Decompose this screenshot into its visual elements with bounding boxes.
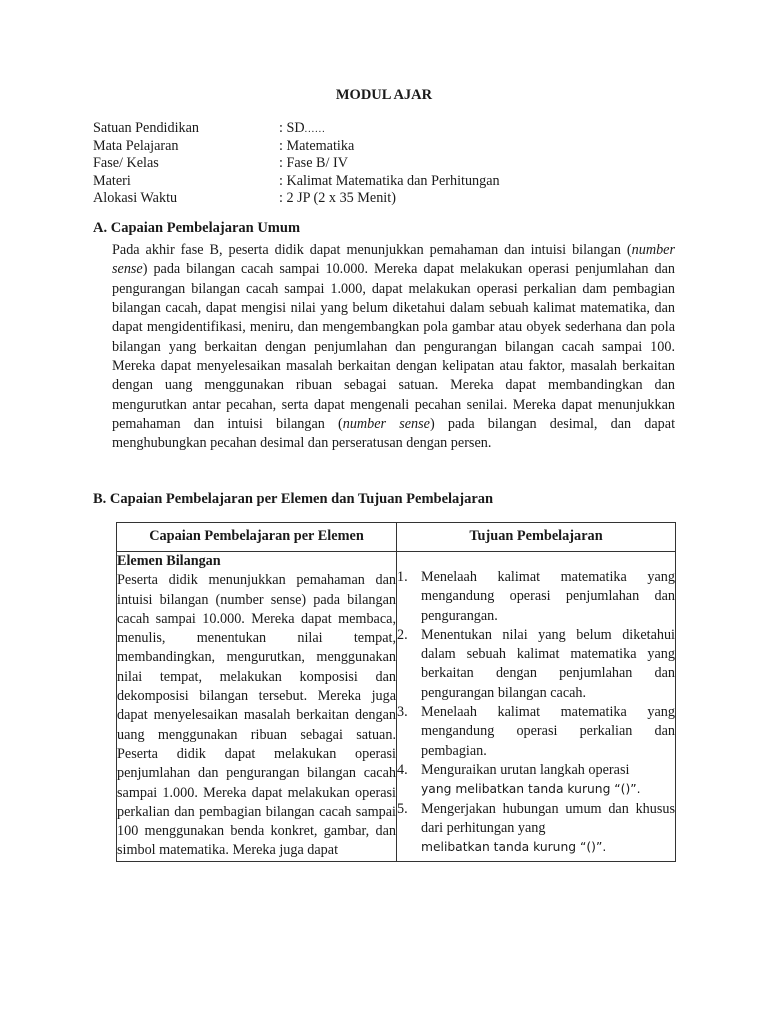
column-header-capaian: Capaian Pembelajaran per Elemen xyxy=(117,523,397,552)
learning-goals-table xyxy=(116,522,676,862)
info-key: Materi xyxy=(93,172,131,189)
info-value-dots: ...... xyxy=(304,124,326,135)
info-row-alokasi xyxy=(93,190,500,208)
goal-text-continuation: yang melibatkan tanda kurung “()”. xyxy=(421,782,641,797)
info-key: Mata Pelajaran xyxy=(93,137,179,154)
info-value: : 2 JP (2 x 35 Menit) xyxy=(279,190,396,207)
section-a-heading: A. Capaian Pembelajaran Umum xyxy=(93,220,301,236)
info-value: : Fase B/ IV xyxy=(279,155,348,172)
goal-text: Mengerjakan hubungan umum dan khusus dari perhitungan yang melibatkan tanda kurung “()”. xyxy=(421,800,675,855)
goals-cell xyxy=(397,552,676,862)
column-header-tujuan: Tujuan Pembelajaran xyxy=(397,523,676,552)
goal-text-continuation: melibatkan tanda kurung “()”. xyxy=(421,840,607,855)
info-value: : SD...... xyxy=(279,120,326,136)
document-title: MODUL AJAR xyxy=(335,87,433,103)
info-row-satuan xyxy=(93,120,500,138)
list-item xyxy=(397,568,675,626)
goal-number: 2. xyxy=(397,626,408,643)
info-key: Satuan Pendidikan xyxy=(93,120,199,136)
section-b-heading: B. Capaian Pembelajaran per Elemen dan Tujuan Pembelajaran xyxy=(93,491,494,507)
number-sense-term: number sense xyxy=(342,416,430,433)
goal-number: 3. xyxy=(397,704,408,721)
info-key: Fase/ Kelas xyxy=(93,155,159,172)
goal-text: Menelaah kalimat matematika yang mengandung operasi perkalian dan pembagian. xyxy=(421,704,675,759)
info-key: Alokasi Waktu xyxy=(93,190,178,207)
goal-text: Menentukan nilai yang belum diketahui dalam sebuah kalimat matematika yang berkaitan dengan penjumlahan dan pengurangan bilangan cacah. xyxy=(421,626,675,701)
goal-text: Menelaah kalimat matematika yang mengandung operasi penjumlahan dan pengurangan. xyxy=(421,569,675,624)
goal-text: Menguraikan urutan langkah operasi yang melibatkan tanda kurung “()”. xyxy=(421,761,641,797)
info-row-materi xyxy=(93,173,500,191)
list-item xyxy=(397,800,675,858)
table-row xyxy=(117,552,676,862)
goal-number: 4. xyxy=(397,761,408,778)
info-row-fase xyxy=(93,155,500,173)
element-cell xyxy=(117,552,397,862)
table-header-row xyxy=(117,523,676,552)
goal-number: 1. xyxy=(397,569,408,585)
goals-list xyxy=(397,568,675,857)
goal-number: 5. xyxy=(397,800,408,817)
number-sense-term: number sense xyxy=(112,242,675,278)
section-a-paragraph: Pada akhir fase B, peserta didik dapat menunjukkan pemahaman dan intuisi bilangan (number sense) pada bilangan cacah sampai 10.000. Mereka dapat melakukan operasi penjumlahan dan pengurangan bilangan cacah sampai 1.000, dapat melakukan operasi perkalian dam pembagian bilangan cacah, dapat mengisi nilai yang belum diketahui dalam sebuah kalimat matematika, dan dapat mengidentifikasi, meniru, dan mengembangkan pola gambar atau obyek sederhana dan pola bilangan yang berkaitan dengan penjumlahan dan pengurangan bilangan cacah sampai 100. Mereka dapat menyelesaikan masalah berkaitan dengan kelipatan atau faktor, masalah berkaitan dengan uang menggunakan ribuan sebagai satuan. Mereka dapat membandingkan dan mengurutkan antar pecahan, serta dapat mengenali pecahan senilai. Mereka dapat menunjukkan pemahaman dan intuisi bilangan (number sense) pada bilangan desimal, dan dapat menghubungkan pecahan desimal dan perseratusan dengan persen. xyxy=(112,242,676,452)
list-item xyxy=(397,703,675,761)
info-row-mapel xyxy=(93,138,500,156)
list-item xyxy=(397,626,675,703)
element-heading: Elemen Bilangan xyxy=(117,553,221,569)
module-info xyxy=(93,120,500,208)
list-item xyxy=(397,761,675,800)
element-description: Peserta didik menunjukkan pemahaman dan intuisi bilangan (number sense) pada bilangan cacah sampai 10.000. Mereka dapat membaca, menulis, menentukan nilai tempat, membandingkan, mengurutkan, menggunakan nilai tempat, melakukan komposisi dan dekomposisi bilangan tersebut. Mereka juga dapat menyelesaikan masalah berkaitan dengan uang menggunakan ribuan sebagai satuan. Peserta didik dapat melakukan operasi penjumlahan dan pengurangan bilangan cacah sampai 1.000. Mereka dapat melakukan operasi perkalian dan pembagian bilangan cacah sampai 100 menggunakan benda konkret, gambar, dan simbol matematika. Mereka juga dapat xyxy=(117,572,396,859)
info-value: : Kalimat Matematika dan Perhitungan xyxy=(279,172,500,189)
info-value: : Matematika xyxy=(279,137,355,154)
